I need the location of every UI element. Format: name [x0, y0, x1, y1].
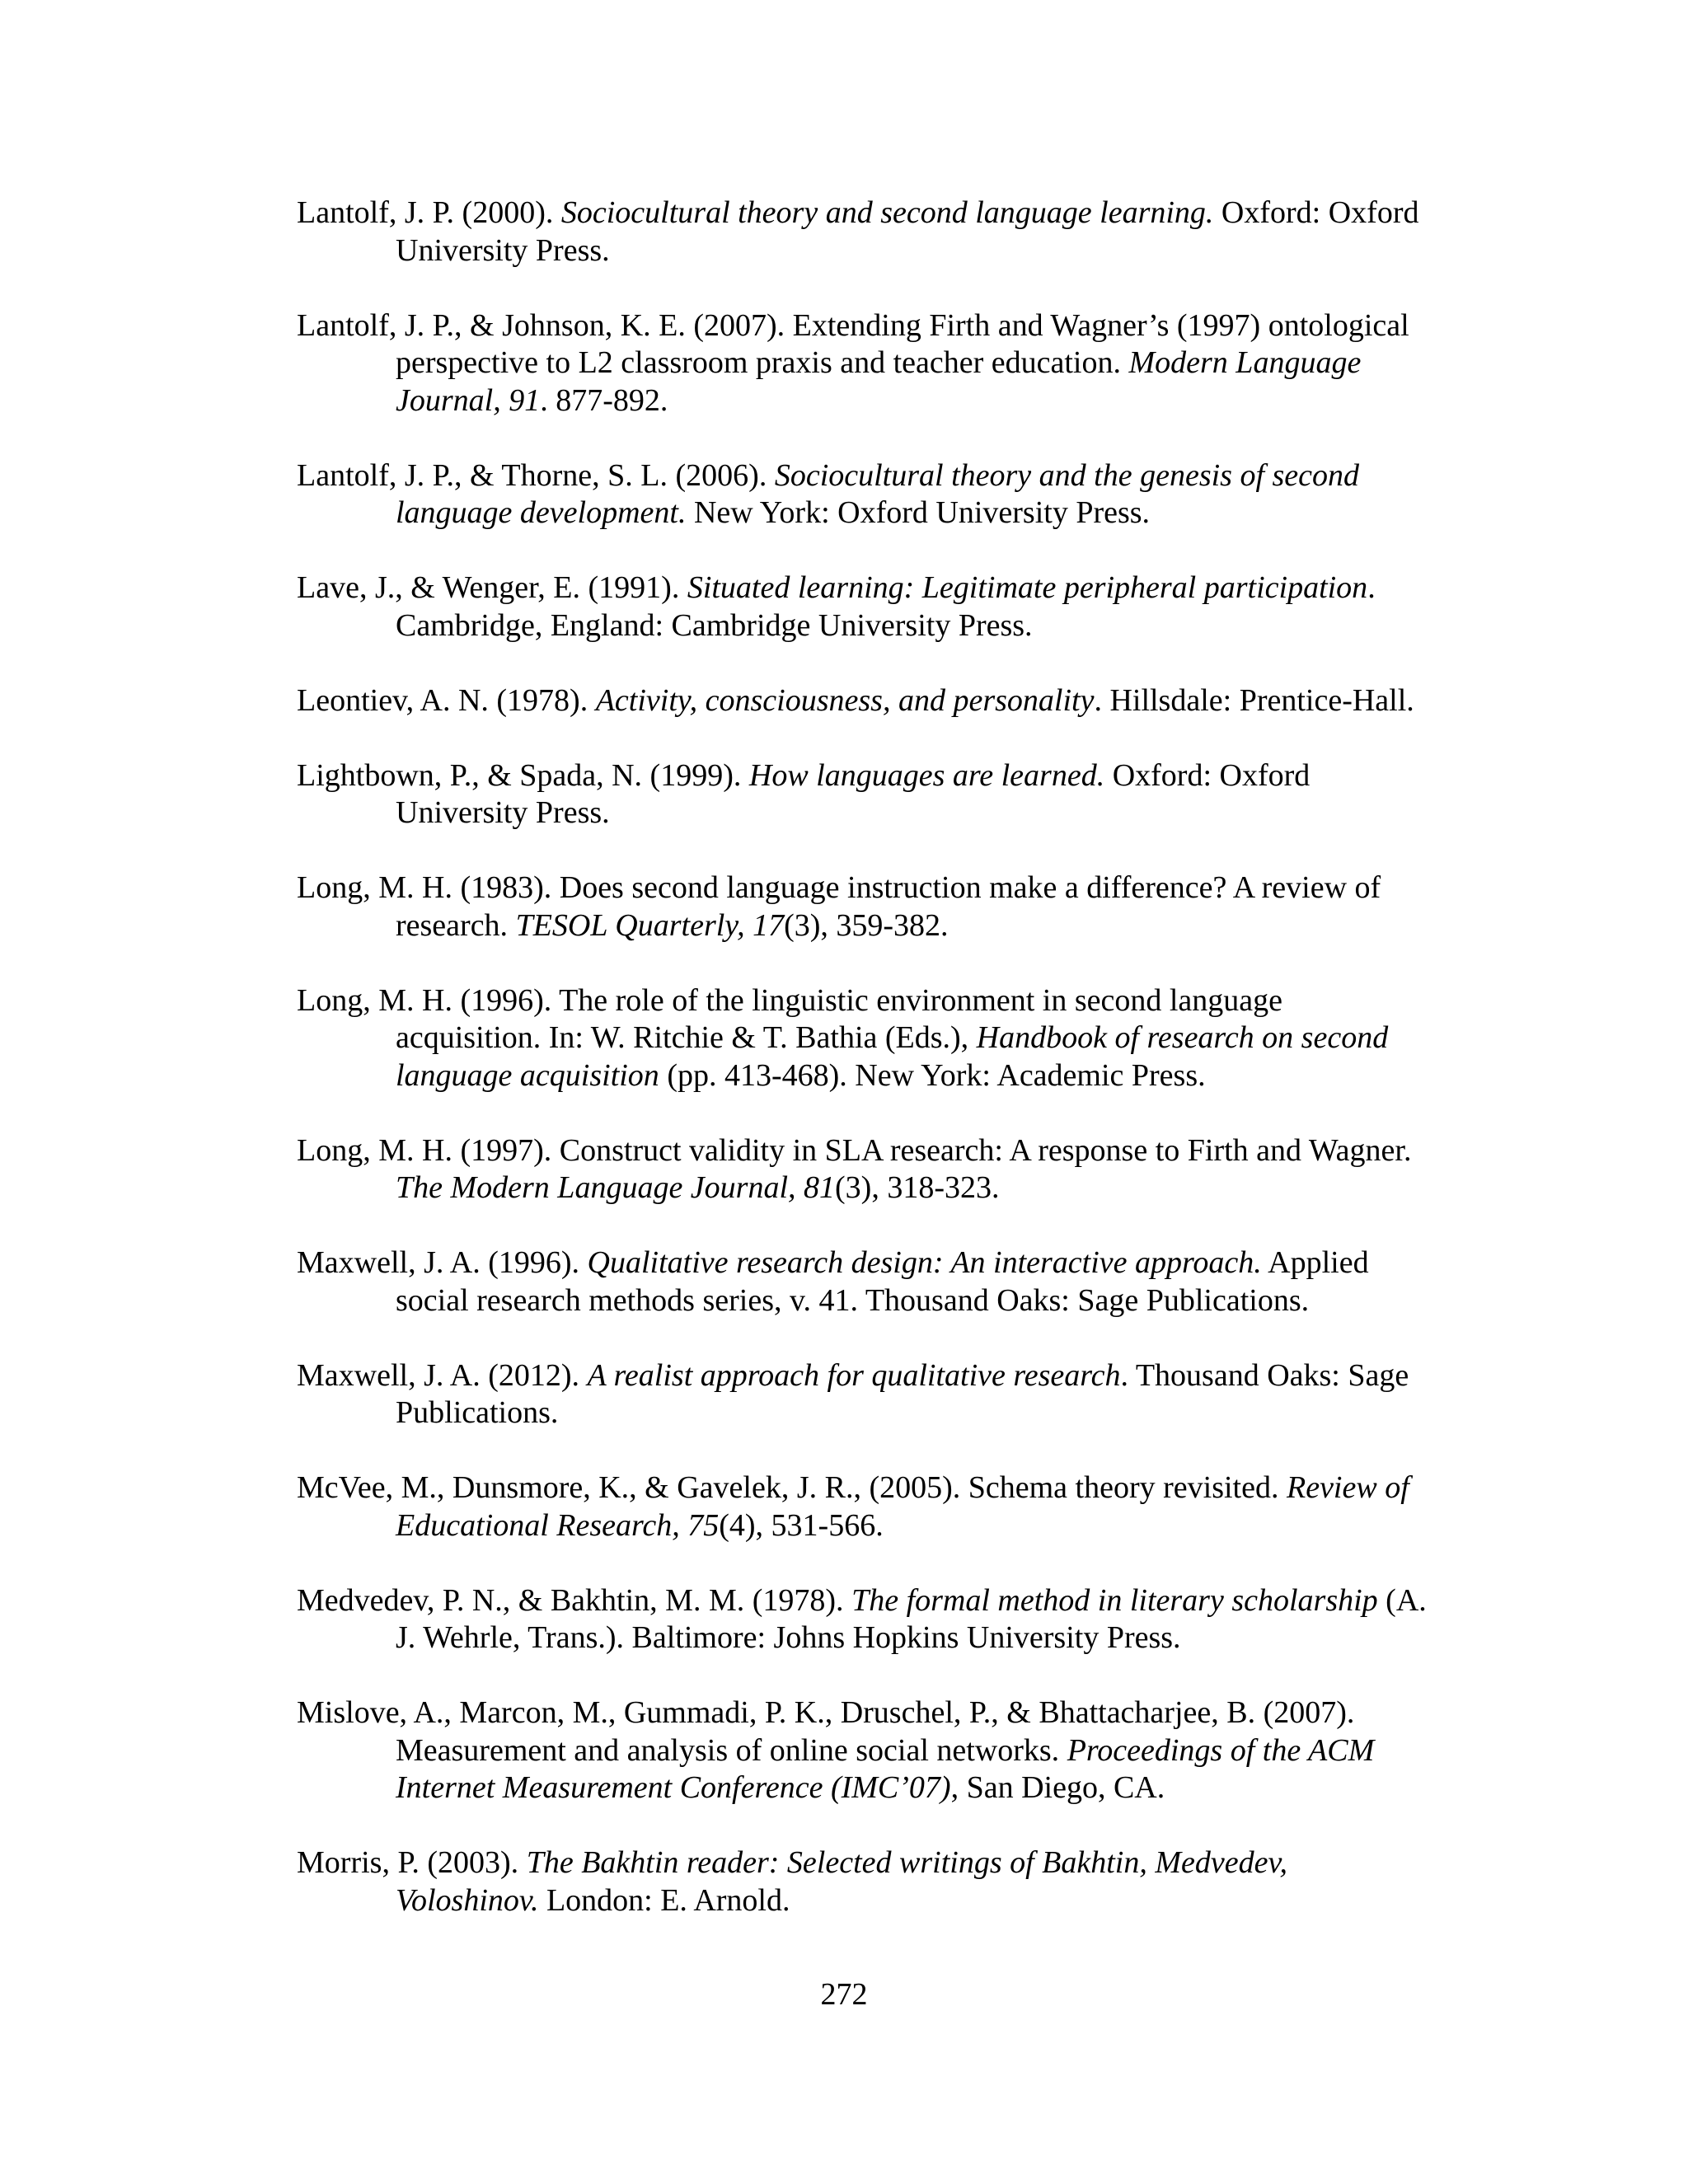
reference-entry	[297, 982, 1484, 1095]
reference-title-text: How languages are learned.	[748, 757, 1105, 793]
reference-title-text: The Modern Language Journal, 81	[396, 1170, 836, 1205]
reference-text: Cambridge, England: Cambridge University Press.	[396, 607, 1033, 643]
reference-title-text: language development.	[396, 495, 687, 530]
reference-text: J. Wehrle, Trans.). Baltimore: Johns Hopkins University Press.	[396, 1620, 1181, 1655]
reference-title-text: Handbook of research on second	[976, 1020, 1389, 1055]
reference-text: Maxwell, J. A. (2012).	[297, 1357, 588, 1393]
reference-line	[396, 1282, 1484, 1320]
reference-text: Oxford: Oxford	[1213, 195, 1419, 230]
reference-entry	[297, 682, 1484, 720]
reference-line	[297, 757, 1484, 795]
reference-line	[297, 1469, 1484, 1507]
reference-text: (4), 531-566.	[719, 1507, 884, 1543]
reference-text: acquisition. In: W. Ritchie & T. Bathia (Eds.),	[396, 1020, 977, 1055]
reference-text: Applied	[1261, 1245, 1369, 1280]
reference-line	[297, 1132, 1484, 1170]
reference-text: McVee, M., Dunsmore, K., & Gavelek, J. R., (2005). Schema theory revisited.	[297, 1470, 1287, 1505]
reference-entry	[297, 1132, 1484, 1207]
reference-title-text: Sociocultural theory and second language learning.	[560, 195, 1214, 230]
reference-text: social research methods series, v. 41. Thousand Oaks: Sage Publications.	[396, 1282, 1310, 1318]
reference-title-text: A realist approach for qualitative research	[587, 1357, 1121, 1393]
reference-text: University Press.	[396, 795, 610, 830]
reference-title-text: Review of	[1286, 1470, 1409, 1505]
reference-line	[297, 682, 1484, 720]
reference-text: (3), 318-323.	[835, 1170, 1000, 1205]
reference-text: New York: Oxford University Press.	[686, 495, 1151, 530]
reference-line	[396, 232, 1484, 270]
reference-title-text: language acquisition	[396, 1057, 659, 1093]
reference-entry	[297, 1844, 1484, 1919]
reference-text: . 877-892.	[540, 382, 668, 418]
reference-text: Leontiev, A. N. (1978).	[297, 682, 596, 718]
reference-list	[297, 194, 1484, 1957]
reference-entry	[297, 307, 1484, 420]
reference-line	[297, 307, 1484, 345]
reference-title-text: Qualitative research design: An interactive approach.	[587, 1245, 1262, 1280]
reference-title-text: Internet Measurement Conference (IMC’07)	[396, 1770, 951, 1805]
reference-text: Lantolf, J. P., & Thorne, S. L. (2006).	[297, 457, 775, 493]
reference-entry	[297, 1469, 1484, 1544]
reference-line	[396, 1619, 1484, 1657]
reference-title-text: Journal, 91	[396, 382, 541, 418]
reference-line	[297, 869, 1484, 907]
reference-text: Lave, J., & Wenger, E. (1991).	[297, 570, 687, 605]
reference-line	[396, 1169, 1484, 1207]
reference-text: (pp. 413-468). New York: Academic Press.	[659, 1057, 1206, 1093]
reference-text: . Hillsdale: Prentice-Hall.	[1094, 682, 1414, 718]
reference-line	[396, 1882, 1484, 1920]
page-number: 272	[820, 1977, 868, 2012]
reference-text: , San Diego, CA.	[950, 1770, 1165, 1805]
reference-entry	[297, 1244, 1484, 1319]
reference-entry	[297, 1694, 1484, 1807]
reference-text: . Thousand Oaks: Sage	[1120, 1357, 1409, 1393]
reference-line	[297, 1844, 1484, 1882]
reference-line	[396, 1507, 1484, 1545]
reference-entry	[297, 869, 1484, 944]
reference-text: Measurement and analysis of online social networks.	[396, 1732, 1067, 1768]
reference-entry	[297, 1357, 1484, 1432]
reference-line	[396, 382, 1484, 420]
reference-line	[396, 794, 1484, 832]
reference-line	[396, 1057, 1484, 1095]
reference-text: Oxford: Oxford	[1104, 757, 1311, 793]
reference-text: Morris, P. (2003).	[297, 1845, 527, 1880]
reference-line	[297, 1582, 1484, 1620]
reference-line	[297, 194, 1484, 232]
reference-title-text: Voloshinov.	[396, 1882, 539, 1918]
reference-text: research.	[396, 907, 516, 943]
reference-text: Long, M. H. (1996). The role of the linguistic environment in second language	[297, 982, 1283, 1018]
reference-text: Long, M. H. (1997). Construct validity in SLA research: A response to Firth and Wagner.	[297, 1132, 1412, 1168]
reference-line	[396, 1769, 1484, 1807]
reference-text: Publications.	[396, 1395, 559, 1430]
reference-title-text: Activity, consciousness, and personality	[595, 682, 1095, 718]
reference-text: Lantolf, J. P., & Johnson, K. E. (2007). Extending Firth and Wagner’s (1997) ontological	[297, 307, 1409, 343]
reference-title-text: Proceedings of the ACM	[1067, 1732, 1375, 1768]
reference-text: (A.	[1377, 1582, 1427, 1618]
reference-title-text: The formal method in literary scholarship	[851, 1582, 1378, 1618]
reference-title-text: Educational Research, 75	[396, 1507, 720, 1543]
reference-line	[297, 1357, 1484, 1395]
reference-text: (3), 359-382.	[784, 907, 949, 943]
reference-entry	[297, 1582, 1484, 1657]
reference-line	[297, 1244, 1484, 1282]
reference-text: Mislove, A., Marcon, M., Gummadi, P. K., Druschel, P., & Bhattacharjee, B. (2007).	[297, 1695, 1355, 1730]
reference-line	[297, 982, 1484, 1020]
reference-text: London: E. Arnold.	[538, 1882, 790, 1918]
reference-text: University Press.	[396, 232, 610, 268]
reference-line	[396, 1019, 1484, 1057]
reference-entry	[297, 194, 1484, 269]
reference-line	[396, 1732, 1484, 1770]
reference-entry	[297, 757, 1484, 832]
reference-line	[396, 344, 1484, 382]
reference-line	[396, 907, 1484, 945]
reference-line	[396, 1394, 1484, 1432]
reference-entry	[297, 457, 1484, 532]
reference-text: Maxwell, J. A. (1996).	[297, 1245, 588, 1280]
reference-title-text: Situated learning: Legitimate peripheral participation	[687, 570, 1368, 605]
reference-line	[396, 607, 1484, 645]
reference-text: Lantolf, J. P. (2000).	[297, 195, 561, 230]
reference-text: Long, M. H. (1983). Does second language instruction make a difference? A review of	[297, 870, 1381, 905]
reference-text: perspective to L2 classroom praxis and teacher education.	[396, 345, 1129, 380]
reference-line	[297, 457, 1484, 495]
reference-text: Medvedev, P. N., & Bakhtin, M. M. (1978).	[297, 1582, 852, 1618]
reference-line	[297, 569, 1484, 607]
reference-line	[297, 1694, 1484, 1732]
reference-title-text: TESOL Quarterly, 17	[515, 907, 785, 943]
reference-title-text: Modern Language	[1128, 345, 1362, 380]
reference-entry	[297, 569, 1484, 644]
reference-text: Lightbown, P., & Spada, N. (1999).	[297, 757, 749, 793]
reference-text: .	[1367, 570, 1376, 605]
reference-title-text: Sociocultural theory and the genesis of second	[774, 457, 1360, 493]
reference-line	[396, 494, 1484, 532]
reference-title-text: The Bakhtin reader: Selected writings of Bakhtin, Medvedev,	[526, 1845, 1288, 1880]
